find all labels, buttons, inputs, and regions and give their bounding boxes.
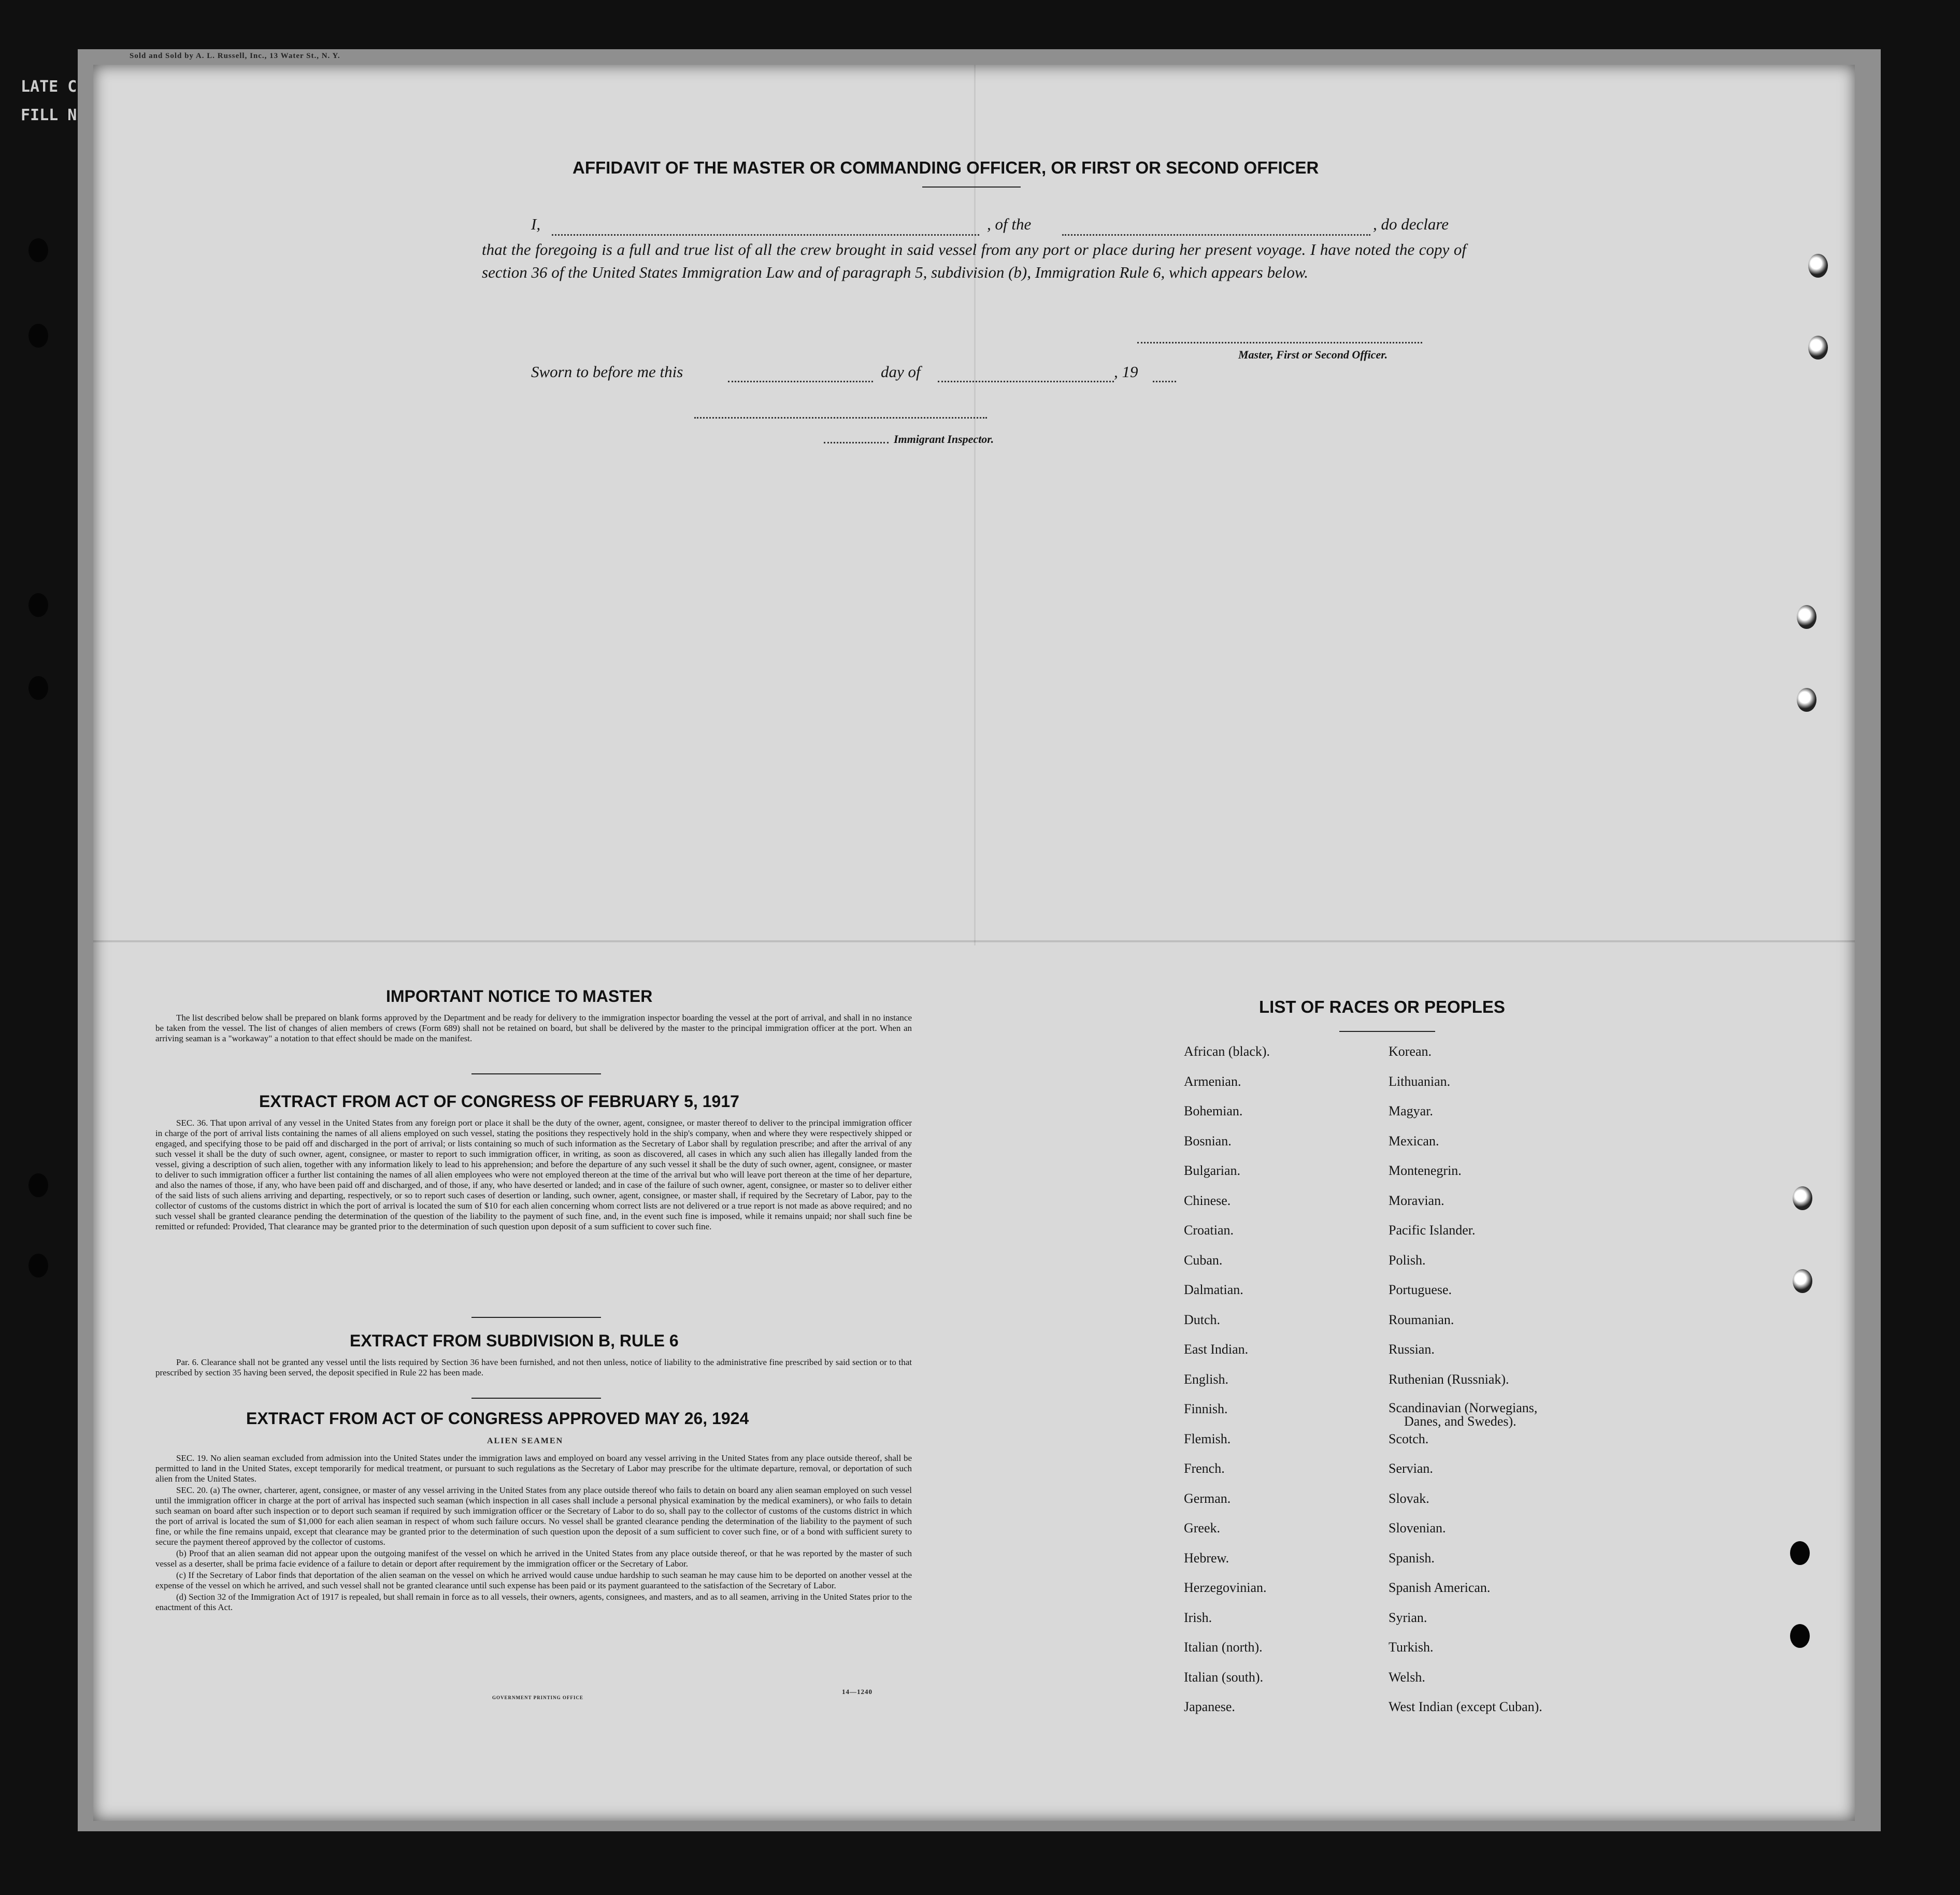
race-item: Hebrew. bbox=[1184, 1550, 1229, 1566]
race-item: Italian (south). bbox=[1184, 1669, 1264, 1685]
punch-hole-icon bbox=[28, 593, 48, 617]
sec-19: SEC. 19. No alien seaman excluded from admission into the United States under the immigration laws and employed on board any vessel arriving in the United States from any place outside thereof, shall be permitted to land in the United States, except temporarily for medical treatment, or pursuant to such regulations as the Secretary of Labor may prescribe for the ultimate departure, removal, or deportation of such alien from the United States. bbox=[155, 1453, 912, 1484]
sworn-prefix: Sworn to before me this bbox=[531, 363, 683, 381]
title-rule bbox=[922, 186, 1021, 188]
race-item: Irish. bbox=[1184, 1610, 1212, 1625]
inspector-prefix-line bbox=[824, 442, 889, 443]
affidavit-i: I, bbox=[531, 215, 541, 233]
race-item: Spanish American. bbox=[1389, 1580, 1491, 1595]
alien-seamen-subtitle: ALIEN SEAMEN bbox=[487, 1437, 564, 1445]
sworn-year-line bbox=[1153, 381, 1176, 382]
inspector-signature-line bbox=[694, 417, 987, 419]
punch-hole-icon bbox=[1790, 1624, 1810, 1648]
race-item: English. bbox=[1184, 1371, 1228, 1387]
sec-20-a: SEC. 20. (a) The owner, charterer, agent, consignee, or master of any vessel arriving in the United States from any place outside thereof who fails to detain on board any alien seaman employed on such vessel until the immigration officer in charge at the port of arrival has inspected such seaman (which inspection in all cases shall include a personal physical examination by the medical examiners), or who fails to detain such seaman on board after such inspection or to deport such seaman if required by such immigration officer or the Secretary of Labor to do so, shall pay to the collector of customs of the customs district in which the port of arrival is located the sum of $1,000 for each alien seaman in respect of whom such failure occurs. No vessel shall be granted clearance pending the determination of the liability to the payment of such fine, or while the fine remains unpaid, except that clearance may be granted prior to the determination of such question upon the deposit of a sum sufficient to cover such fine, or of a bond with sufficient surety to secure the payment thereof approved by the collector of customs. bbox=[155, 1485, 912, 1547]
race-item: Servian. bbox=[1389, 1461, 1433, 1476]
races-title: LIST OF RACES OR PEOPLES bbox=[1259, 997, 1505, 1016]
race-item: Greek. bbox=[1184, 1520, 1221, 1535]
fold-horizontal bbox=[93, 940, 1855, 942]
punch-hole-icon bbox=[28, 1173, 48, 1197]
punch-hole-icon bbox=[28, 238, 48, 262]
race-item: African (black). bbox=[1184, 1044, 1270, 1059]
race-item: Cuban. bbox=[1184, 1252, 1223, 1268]
race-item: Lithuanian. bbox=[1389, 1073, 1451, 1089]
race-item: Mexican. bbox=[1389, 1133, 1439, 1149]
race-item: Spanish. bbox=[1389, 1550, 1435, 1566]
race-item: West Indian (except Cuban). bbox=[1389, 1699, 1542, 1714]
punch-hole-icon bbox=[28, 676, 48, 700]
sec-20-c: (c) If the Secretary of Labor finds that deportation of the alien seaman on the vessel on which he arrived would cause undue hardship to such seaman he may cause him to be deported on another vessel at the expense of the vessel on which he arrived, and such vessel shall not be granted clearance until such expense has been paid or its payment guaranteed to the satisfaction of the Secretary of Labor. bbox=[155, 1570, 912, 1590]
races-right-column bbox=[1389, 1044, 1542, 1729]
affidavit-do-declare: , do declare bbox=[1373, 215, 1449, 233]
punch-hole-icon bbox=[1808, 336, 1828, 360]
race-item: Slovak. bbox=[1389, 1490, 1429, 1506]
race-item: Japanese. bbox=[1184, 1699, 1235, 1714]
affidavit-title: AFFIDAVIT OF THE MASTER OR COMMANDING OFFICER, OR FIRST OR SECOND OFFICER bbox=[573, 158, 1319, 177]
race-item: Armenian. bbox=[1184, 1073, 1241, 1089]
race-item: Polish. bbox=[1389, 1252, 1426, 1268]
sworn-year: , 19 bbox=[1114, 363, 1138, 381]
race-item: Slovenian. bbox=[1389, 1520, 1446, 1535]
race-item: Ruthenian (Russniak). bbox=[1389, 1371, 1509, 1387]
sec-20-d: (d) Section 32 of the Immigration Act of 1917 is repealed, but shall remain in force as to all vessels, their owners, agents, consignees, and masters, and as to all seamen, arriving in the United States prior to the enactment of this Act. bbox=[155, 1592, 912, 1612]
punch-hole-icon bbox=[1797, 688, 1816, 712]
race-item: Turkish. bbox=[1389, 1640, 1434, 1655]
rule bbox=[471, 1317, 601, 1318]
punch-hole-icon bbox=[28, 1254, 48, 1277]
subdivision-text: Par. 6. Clearance shall not be granted any vessel until the lists required by Section 36 have been furnished, and not then unless, notice of liability to the administrative fine prescribed by said section or to that prescribed by section 35 having been served, the deposit specified in Rule 22 has been made. bbox=[155, 1357, 912, 1377]
race-item: Korean. bbox=[1389, 1044, 1432, 1059]
printer-line: Sold and Sold by A. L. Russell, Inc., 13 Water St., N. Y. bbox=[130, 52, 340, 60]
race-item-line: Scandinavian (Norwegians, bbox=[1389, 1400, 1538, 1415]
race-item: Portuguese. bbox=[1389, 1282, 1452, 1297]
punch-hole-icon bbox=[1793, 1186, 1812, 1210]
race-item: Croatian. bbox=[1184, 1223, 1234, 1238]
sworn-day-of: day of bbox=[881, 363, 921, 381]
race-item: Moravian. bbox=[1389, 1193, 1444, 1208]
race-item: Chinese. bbox=[1184, 1193, 1231, 1208]
punch-hole-icon bbox=[1790, 1541, 1810, 1565]
race-item: Bosnian. bbox=[1184, 1133, 1232, 1149]
race-item: Bohemian. bbox=[1184, 1103, 1243, 1118]
race-item: Herzegovinian. bbox=[1184, 1580, 1267, 1595]
race-item: Montenegrin. bbox=[1389, 1163, 1462, 1178]
extract-1917-title: EXTRACT FROM ACT OF CONGRESS OF FEBRUARY 5, 1917 bbox=[259, 1092, 739, 1111]
race-item: Roumanian. bbox=[1389, 1312, 1454, 1327]
edge-mark-1: LATE C bbox=[21, 78, 77, 96]
race-item: Bulgarian. bbox=[1184, 1163, 1241, 1178]
rule bbox=[471, 1398, 601, 1399]
race-item: Finnish. bbox=[1184, 1401, 1228, 1416]
punch-hole-icon bbox=[1797, 605, 1816, 629]
race-item: East Indian. bbox=[1184, 1342, 1249, 1357]
punch-hole-icon bbox=[1808, 254, 1828, 278]
punch-hole-icon bbox=[1793, 1269, 1812, 1293]
inspector-label: Immigrant Inspector. bbox=[894, 433, 994, 446]
master-label: Master, First or Second Officer. bbox=[1238, 348, 1388, 361]
race-item: Pacific Islander. bbox=[1389, 1223, 1476, 1238]
race-item: Dutch. bbox=[1184, 1312, 1221, 1327]
fold-vertical bbox=[974, 65, 976, 945]
race-item: French. bbox=[1184, 1461, 1225, 1476]
extract-1924-text bbox=[155, 1453, 912, 1614]
vessel-blank-line bbox=[1062, 234, 1370, 236]
edge-mark-2: FILL N bbox=[21, 106, 77, 124]
race-item bbox=[1389, 1401, 1542, 1431]
extract-1917-text: SEC. 36. That upon arrival of any vessel in the United States from any foreign port or place it shall be the duty of the owner, agent, consignee, or master thereof to deliver to the principal immigration officer in charge of the port of arrival lists containing the names of all aliens employed on such vessel, stating the positions they respectively hold in the ship's company, when and where they were respectively shipped or engaged, and specifying those to be paid off and discharged in the port of arrival; or lists containing so much of such information as the Secretary of Labor shall by regulation prescribe; and after the arrival of any such vessel it shall be the duty of such owner, agent, consignee, or master to report to such immigration officer, in writing, as soon as discovered, all cases in which any such alien has illegally landed from the vessel, giving a description of such alien, together with any information likely to lead to his apprehension; and before the departure of any such vessel it shall be the duty of such owner, agent, consignee, or master to deliver to such immigration officer a further list containing the names of all alien employees who were not employed thereon at the time of the arrival but who will leave port thereon at the time of her departure, and also the names of those, if any, who have been paid off and discharged, and of those, if any, who have deserted or landed; and in case of the failure of such owner, agent, consignee, or master so to deliver either of the said lists of such aliens arriving and departing, respectively, or so to report such cases of desertion or landing, such owner, agent, consignee, or master shall, if required by the Secretary of Labor, pay to the collector of customs of the customs district in which the port of arrival is located the sum of $10 for each alien concerning whom correct lists are not delivered or a true report is not made as above required; and no such vessel shall be granted clearance pending the determination of the question of the liability to the payment of such fine, and, in the event such fine is imposed, while it remains unpaid; nor shall such fine be remitted or refunded: Provided, That clearance may be granted prior to the determination of such question upon deposit of a sum sufficient to cover such fine. bbox=[155, 1118, 912, 1231]
notice-text: The list described below shall be prepared on blank forms approved by the Department and be ready for delivery to the immigration inspector boarding the vessel at the port of arrival, and shall in no instance be taken from the vessel. The list of changes of alien members of crews (Form 689) shall not be retained on board, but shall be delivered by the master to the principal immigration officer at the port. When an arriving seaman is a "workaway" a notation to that effect should be made on the manifest. bbox=[155, 1013, 912, 1043]
races-left-column bbox=[1184, 1044, 1270, 1729]
race-item: Welsh. bbox=[1389, 1669, 1425, 1685]
master-signature-line bbox=[1137, 342, 1422, 343]
printing-office: GOVERNMENT PRINTING OFFICE bbox=[492, 1695, 583, 1700]
race-item: Italian (north). bbox=[1184, 1640, 1263, 1655]
notice-title: IMPORTANT NOTICE TO MASTER bbox=[386, 987, 653, 1006]
race-item: Dalmatian. bbox=[1184, 1282, 1243, 1297]
rule bbox=[471, 1073, 601, 1074]
race-item: German. bbox=[1184, 1490, 1231, 1506]
sworn-day-line bbox=[728, 381, 873, 382]
rule bbox=[1339, 1031, 1435, 1032]
race-item: Flemish. bbox=[1184, 1431, 1231, 1446]
race-item: Scotch. bbox=[1389, 1431, 1429, 1446]
sec-20-b: (b) Proof that an alien seaman did not appear upon the outgoing manifest of the vessel on which he arrived in the United States from any place outside thereof, or that he was reported by the master of such vessel as a deserter, shall be prima facie evidence of a failure to detain or deport after requirement by the immigration officer or the Secretary of Labor. bbox=[155, 1548, 912, 1569]
subdivision-title: EXTRACT FROM SUBDIVISION B, RULE 6 bbox=[350, 1331, 679, 1350]
affidavit-body: that the foregoing is a full and true list of all the crew brought in said vessel from any port or place during her present voyage. I have noted the copy of section 36 of the United States Immigration Law and of paragraph 5, subdivision (b), Immigration Rule 6, which appears below. bbox=[482, 240, 1466, 281]
race-item: Russian. bbox=[1389, 1342, 1435, 1357]
punch-hole-icon bbox=[28, 324, 48, 348]
race-item-line: Danes, and Swedes). bbox=[1404, 1414, 1517, 1429]
name-blank-line bbox=[552, 234, 979, 236]
sworn-month-line bbox=[938, 381, 1114, 382]
form-number: 14—1240 bbox=[842, 1688, 872, 1696]
race-item: Syrian. bbox=[1389, 1610, 1427, 1625]
race-item: Magyar. bbox=[1389, 1103, 1433, 1118]
extract-1924-title: EXTRACT FROM ACT OF CONGRESS APPROVED MAY 26, 1924 bbox=[246, 1409, 749, 1428]
affidavit-of-the: , of the bbox=[987, 215, 1032, 233]
